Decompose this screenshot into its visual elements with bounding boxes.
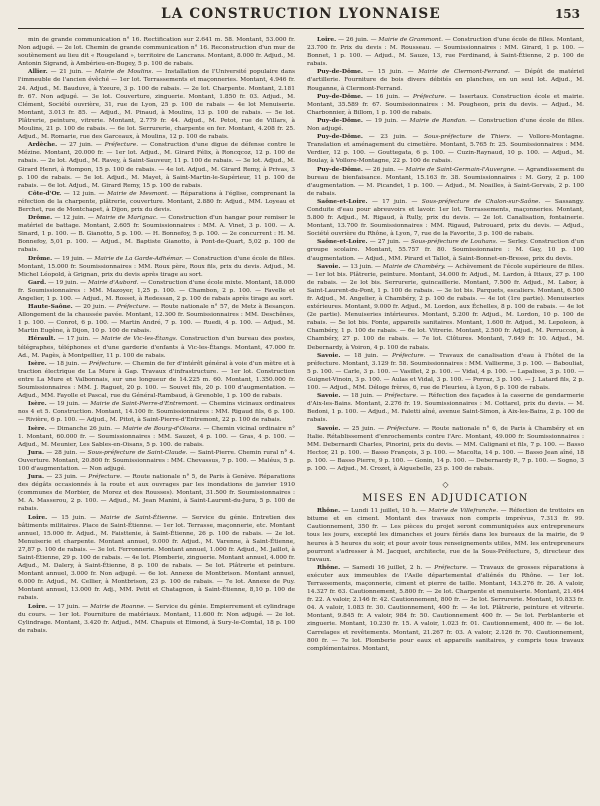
entry-text: — 15 juin. — Mairie de Saint-Étienne. — Service du génie. Entretien des bâtiments militaires. Place de Saint-Étienne. — 1er lot. Terrasse, maçonnerie, etc. Montant annuel, 15.000 fr. Adjud., M. Faisttenie, à Saint-Étienne, 26 p. 100 de rabais. — 2e lot. Menuiserie et charpente. Montant annuel, 9.000 fr. Adjud., M. Varenne, à Saint-Étienne, 27,87 p. 100 de rabais. — 3e lot. Ferronnerie. Montant annuel, 1.000 fr. Adjud., M. Jaillot, à Saint-Étienne, 29 p. 100 de rabais. — 4e lot. Plomberie, zinguerie. Montant annuel, 4.000 fr. Adjud., M. Dalery, à Saint-Étienne, 8 p. 100 de rabais. — 5e lot. Plâtrerie et peinture. Montant annuel, 3.000 fr. Non adjugé. — 6e lot. Annexe de Montbrison. Montant annuel, 6.000 fr. Adjud., M. Cellier, à Montbrison, 23 p. 100 de rabais. — 7e lot. Annexe de Puy. Montant annuel, 13.000 fr. Adj., MM. Petit et Chatagnon, à Saint-Étienne, 8,10 p. 100 de rabais. (18, 514, 295, 602)
entry-department: Rhône. (317, 507, 341, 515)
page-header (18, 6, 584, 29)
entry (307, 507, 584, 564)
entry-text: — 27 juin. — Préfecture. — Construction d'une digue de défense contre le Mézine. Montant, 20.000 fr. — 1er lot. Adjud., M. Girard Félix, à Roncqcoz, 12 p. 100 de rabais. — 2e lot. Adjud., M. Ravey, à Saint-Sauveur, 11 p. 100 de rabais. — 3e lot. Adjud., M. Girard Henri, à Rompon, 15 p. 100 de rabais. — 4e lot. Adjud., M. Girard Remy, à Privas, 3 p. 100 de rabais. — 5e lot. Adjud., M. Mayet, à Saint-Martin-le-Supérieur, 11 p. 100 de rabais. — 6e lot. Adjud., M. Girard Remy, 15 p. 100 de rabais. (18, 142, 295, 189)
entry-department: Hérault. (28, 335, 56, 343)
entry-department: Drôme. (28, 214, 53, 222)
entry-authority: Préfecture. (88, 474, 122, 481)
entry-authority: Mairie de Roanne. (90, 603, 146, 610)
entry-authority: Préfecture. (116, 304, 151, 311)
entry-department: Loire. (317, 36, 337, 43)
entry-authority: Sous-préfecture de Saint-Claude. (87, 449, 188, 456)
entry-department: Savoie. (317, 424, 341, 432)
entry-authority: Mairie de Clermont-Ferrand. (418, 69, 510, 76)
entry-department: Saône-et-Loire. (317, 238, 368, 246)
entry-text: — 27 juin. — Sous-préfecture de Louhans. — Serley. Construction d'un groupe scolaire. Montant, 55.757 fr. 80. Soumissionnaire : M. Gay, 10 p. 100 d'augmentation. — Adjud., MM. Pirard et Tallot, à Saint-Bonnet-en-Bresse, prix du devis. (307, 239, 585, 262)
entry-department: Puy-de-Dôme. (317, 68, 363, 76)
entry-text: — 18 juin. — Préfecture. — Chemin de fer d'intérêt général à voie d'un mètre et à traction électrique de La Mure à Gap. Travaux d'infrastructure. — 1er lot. Construction entre La Mure et Valbonnais, sur une longueur de 14.225 m. 60. Montant, 1.350.000 fr. Soumissionnaires : MM. J. Raguet, 20 p. 100. — Souvet fils, 20 p. 100 d'augmentation. — Adjud., MM. Fayolle et Pascal, rue du Général-Rambaud, à Grenoble, 1 p. 100 de rabais. (18, 360, 296, 400)
entry-department: Savoie. (317, 351, 341, 359)
entry-text: — Dimanche 26 juin. — Mairie de Bourg-d'Oisans. — Chemin vicinal ordinaire n° 1. Montant, 60.000 fr. — Soumissionnaires : MM. Sauzet, 4 p. 100. — Gras, 4 p. 100. — Adjud., M. Meunier, Les Sables-en-Oisans, 5 p. 100. de rabais. (18, 425, 296, 448)
entry (307, 425, 584, 474)
entry (18, 36, 295, 68)
entry (18, 360, 295, 400)
entry (307, 133, 584, 165)
entry (18, 449, 295, 473)
entry-authority: Préfecture. (412, 93, 447, 100)
entry (307, 93, 584, 117)
entry (18, 603, 295, 635)
entry-text: — 28 juin. — Sous-préfecture de Saint-Claude. — Saint-Pierre. Chemin rural n° 4. Ouverture. Montant, 20.800 fr. Soumissionnaires : MM. Chevassus, 7 p. 100. — Maléus, 5 p. 100 d'augmentation. — Non adjugé. (18, 449, 296, 472)
entry-authority: Mairie de Saint-Germain-l'Auvergne. (405, 166, 516, 173)
entry-department: Saône-et-Loire. (317, 197, 368, 205)
entry-department: Rhône. (317, 563, 341, 571)
entry-authority: Mairie de Grammont. (378, 37, 443, 43)
entry-department: Savoie. (317, 262, 341, 270)
entry-department: Puy-de-Dôme. (317, 165, 363, 173)
entry (18, 303, 295, 335)
entry-authority: Mairie de Saint-Étienne. (100, 514, 178, 521)
entry-department: Côte-d'Or. (28, 189, 62, 197)
entry (307, 166, 584, 198)
entry-text: — Lundi 11 juillet, 10 h. — Mairie de Villefranche. — Réfection de trottoirs en bitume et en ciment. Montant des travaux non compris imprévus, 7.313 fr. 99. Cautionnement, 350 fr. — Les pièces du projet seront communiquées aux entrepreneurs tous les jours, excepté les dimanches et jours fériés dans les bureaux de la mairie, de 9 heures à 5 heures du soir, et pour avoir tous renseignements utiles, MM. les entrepreneurs pourront s'adresser à M. Jacquet, architecte, rue de la Sous-Préfecture, 5, directeur des travaux. (307, 508, 584, 563)
entry (18, 279, 295, 303)
entry-text: — 20 juin. — Préfecture. — Route nationale n° 57, de Metz à Besançon. Allongement de la chaussée pavée. Montant, 12.300 fr. Soumissionnaires : MM. Deschênes, 1 p. 100. — Conrot, 6 p. 100. — Martin André, 7 p. 100. — Ruedi, 4 p. 100. — Adjud., M. Martin Eugène, à Dijon, 10 p. 100 de rabais. (18, 304, 296, 335)
entry-authority: Mairie de Marignac. (96, 215, 158, 222)
entry (18, 514, 295, 603)
entry-authority: Mairie de Vic-les-Étangs. (101, 336, 178, 343)
entry (18, 190, 295, 214)
entry (18, 335, 295, 359)
entry-authority: Préfecture. (391, 352, 426, 359)
entry (18, 400, 295, 424)
entry-text: — 18 juin. — Préfecture. — Réfection des façades à la caserne de gendarmerie d'Aix-les-Bains. Montant, 2.276 fr. 19. Soumissionnaires : M. Cottarel, prix du devis. — M. Bedoni, 1 p. 100. — Adjud., M. Faletti aîné, avenue Saint-Simon, à Aix-les-Bains, 2 p. 100 de rabais. (307, 393, 585, 424)
entry-authority: Mairie d'Aubord. (87, 279, 139, 286)
entry-text: — 23 juin. — Préfecture. — Route nationale n° 5, de Paris à Genève. Réparations des dégâts occasionnés à la route et aux ouvrages par les inondations de janvier 1910 (communes de Morbier, de Morez et des Rousses). Montant, 31.500 fr. Soumissionnaires : M. A. Masserou, 2 p. 100. — Adjud., M. Jean Manini, à Saint-Laurent-du-Jura, 5 p. 100 de rabais. (18, 474, 296, 513)
entry-text: — 17 juin. — Mairie de Roanne. — Service du génie. Empierrement et cylindrage du cours. — 1er lot. Fourniture de matériaux. Montant, 11.600 fr. Non adjugé. — 2e lot. Cylindrage. Montant, 3.420 fr. Adjud., MM. Chapuis et Eimond, à Sury-le-Comtal, 18 p. 100 de rabais. (18, 603, 296, 634)
entry (307, 198, 584, 238)
entry (307, 263, 584, 352)
entry-text: — 26 juin. — Mairie de Grammont. — Construction d'une école de filles. Montant, 23.700 fr. Prix du devis : M. Rousseau. — Soumissionnaires : MM. Girard, 1 p. 100. — Bonnet, 1 p. 100. — Adjud., M. Sauze, 13, rue Ferdinand, à Saint-Étienne, 2 p. 100 de rabais. (307, 37, 585, 68)
entry-text: — 12 juin. — Mairie de Mesmont. — Réparations à l'église, comprenant la réfection de la charpente, plâtrerie, couverture. Montant, 2.880 fr. Adjud., MM. Loyeau et Berchet, rue de Montchapet, à Dijon, prix du devis. (18, 190, 295, 213)
entry-text: — 12 juin. — Mairie de Marignac. — Construction d'un hangar pour remiser le matériel de battage. Montant, 2.605 fr. Soumissionnaires : MM. A. Vinet, 3 p. 100. — A. Sinard, 1 p. 100. — B. Gianotto, 5 p. 100. — H. Bonnefoy, 5 p. 100. — 2e concurrent : H. M. Bonnefoy, 5,01 p. 100. — Adjud., M. Baptiste Gianotto, à Pont-de-Quart, 5,02 p. 100 de rabais. (18, 215, 296, 254)
entry-text: — 17 juin. — Mairie de Vic-les-Étangs. Construction d'un bureau des postes, télégraphes, téléphones et d'une garderie d'enfants à Vic-les-Étangs. Montant, 47.000 fr. Ad., M. Pagès, à Montpellier, 11 p. 100 de rabais. (18, 336, 296, 359)
entry-department: Savoie. (317, 392, 341, 400)
entry-department: Jura. (28, 473, 45, 481)
entry-department: Haute-Saône. (28, 303, 73, 311)
entry (307, 68, 584, 92)
entry-department: Ardèche. (28, 141, 58, 149)
entry-authority: Sous-préfecture de Louhans. (410, 239, 498, 246)
entry-department: Puy-de-Dôme. (317, 92, 363, 100)
entry-text: — 25 juin. — Préfecture. — Route nationale n° 6, de Paris à Chambéry et en Italie. Rétablissement d'enrochements contre l'Arc. Montant, 49.000 fr. Soumissionnaires : MM. Debernardi Charles, Pinorini, prix du devis. — MM. Calignani et fils, 7 p. 100. — Basso Hector, 21 p. 100. — Basso François, 3 p. 100. — Macolta, 14 p. 100. — Basso Jean aîné, 18 p. 100. — Basso Pierre, 9 p. 100. — Gonin, 14 p. 100. — Debernardy P., 7 p. 100. — Sogno, 3 p. 100. — Adjud., M. Crozet, à Aiguebelle, 23 p. 100 de rabais. (307, 425, 584, 472)
entry (18, 214, 295, 254)
entry-text: — 13 juin. — Mairie de Chambéry. — Achèvement de l'école supérieure de filles. — 1er lot bis. Plâtrerie, peinture. Montant, 34.000 fr. Adjud., M. Lardon, à Ittaux, 27 p. 100 de rabais. — 2e lot bis. Serrurerie, quincaillerie. Montant, 7.500 fr. Adjud., M. Labor, à Saint-Laurent-du-Pont, 1 p. 100 de rabais. — 3e lot bis. Parquets, escaliers. Montant, 6.500 fr. Adjud., M. Angelier, à Chambéry, 2 p. 100 de rabais. — 4e lot (1re partie). Menuiseries extérieures. Montant, 9.000 fr. Adjud., M. Lordon, aux Échelles, 8 p. 100 de rabais. — 4e lot (2e partie). Menuiseries intérieures. Montant, 5.200 fr. Adjud., M. Lordon, 10 p. 100 de rabais. — 5e lot bis. Fonte, appareils sanitaires. Montant, 1.600 fr. Adjud., M. Lepoleon, à Chambéry, 1 p. 100 de rabais. — 6e lot. Vitrerie. Montant, 2.500 fr. Adjud., M. Perruccon, à Chambéry, 27 p. 100 de rabais. — 7e lot. Clôtures. Montant, 7.649 fr. 10. Adjud., M. Debernardy, à Voiron, 4 p. 100 de rabais. (307, 263, 585, 351)
entry-department: Jura. (28, 448, 45, 456)
entry-authority: Préfecture. (384, 393, 418, 400)
entry-department: Puy-de-Dôme. (317, 116, 363, 124)
entry-department: Loire. (28, 602, 48, 610)
entry-department: Drôme. (28, 254, 53, 262)
entry-department: Allier. (28, 68, 48, 76)
entry-text: — 23 juin. — Sous-préfecture de Thiers. — Vollore-Montagne. Translation et aménagement du cimetière. Montant, 5.765 fr. 25. Soumissionnaires : MM. Verdier, 12 p. 100. — Gouttegata, 6 p. 100. — Cuzin-Raynaud, 10 p. 100. — Adjud., M. Boulay, à Vollore-Montagne, 22 p. 100 de rabais. (307, 134, 584, 165)
entry-text: — 26 juin. — Mairie de Saint-Germain-l'Auvergne. — Agrandissement du bureau de bienfaisance. Montant, 15.163 fr. 38. Soumissionnaires : M. Gory, 2 p. 100 d'augmentation. — M. Picandet, 1 p. 100. — Adjud., M. Noailles, à Saint-Gervais, 2 p. 100 de rabais. (307, 166, 585, 197)
entry-text: — Samedi 16 juillet, 2 h. — Préfecture. — Travaux de grosses réparations à exécuter aux immeubles de l'Asile départemental d'aliénés du Rhône. — 1er lot. Terrassements, maçonnerie, ciment et pierre de taille. Montant, 143.276 fr. 26. A valoir, 14.327 fr. 63. Cautionnement, 5.800 fr. — 2e lot. Charpente et menuiserie. Montant, 21.464 fr. 22. A valoir, 2.146 fr. 42. Cautionnement, 800 fr. — 3e lot. Serrurerie. Montant, 10.833 fr. 04. A valoir, 1.083 fr. 30. Cautionnement, 400 fr. — 4e lot. Plâtrerie, peinture et vitrerie. Montant, 9.845 fr. A valoir, 984 fr. 50. Cautionnement 400 fr. — 5e lot. Ferblanterie et zinguerie. Montant, 10.230 fr. 15. A valoir, 1.023 fr. 01. Cautionnement, 400 fr. — 6e lot. Carrelages et revêtements. Montant, 21.267 fr. 03. A valoir, 2.126 fr. 70. Cautionnement, 800 fr. — 7e lot. Plomberie pour eaux et appareils sanitaires, y compris tous travaux complémentaires. Montant, (307, 564, 584, 652)
entry-text: — 18 juin. — Préfecture. — Travaux de canalisation d'eau à l'hôtel de la préfecture. Montant, 3.129 fr. 58. Soumissionnaires : MM. Vallierme, 3 p. 100. — Babouliat, 5 p. 100. — Carle, 3 p. 100. — Vasillet, 2 p. 100. — Vidal, 4 p. 100. — Lapalisse, 3 p. 100. — Guignet-Vinoin, 3 p. 100. — Aulas et Vidal, 3 p. 100. — Porraz, 3 p. 100. — J. Latard fils, 2 p. 100. — Adjud., MM. Déloge frères, 6, rue de Fleurieu, à Lyon, 6 p. 100 de rabais. (307, 352, 585, 392)
entry (307, 238, 584, 262)
entry-text: — 19 juin. — Mairie de Randan. — Construction d'une école de filles. Non adjugé. (307, 117, 584, 133)
entry-text: — 19 juin. — Mairie d'Aubord. — Construction d'une école mixte. Montant, 18.000 fr. Soumissionnaires : MM. Mazoyer, 1,25 p. 100. — Chambon, 2 p. 100. — Favelle et Angelier, 1 p. 100. — Adjud., M. Rosset, à Redessan, 2 p. 100 de rabais après tirage au sort. (18, 279, 295, 302)
entry-authority: Sous-préfecture de Thiers. (424, 134, 512, 141)
entry (307, 117, 584, 133)
page-number: 153 (554, 7, 580, 21)
journal-title: LA CONSTRUCTION LYONNAISE (161, 6, 441, 22)
entry-department: Isère. (28, 424, 47, 432)
entry-authority: Mairie de La Garde-Adhémar. (94, 255, 184, 262)
entry (18, 141, 295, 190)
entry-text: — 16 juin. — Préfecture. — Issertaux. Construction école et mairie. Montant, 35.589 fr. 67. Soumissionnaires : M. Pougheon, prix du devis. — Adjud., M. Charbonnier, à Billom, 1 p. 100 de rabais. (307, 93, 585, 116)
entry-text: — 21 juin. — Mairie de Moulins. — Installation de l'Université populaire dans l'immeuble de l'ancien évêché — 1er lot. Terrassements et maçonneries. Montant, 4.946 fr. 24. Adjud., M. Bauduve, à Yzeure, 3 p. 100 de rabais. — 2e lot. Charpente. Montant, 2.181 fr. 67. Non adjugé. — 3e lot. Couverture, zinguerie. Montant, 1.850 fr. 03. Adjud., M. Clément, Société ouvrière, 31, rue de Lyon, 25 p. 100 de rabais — 4e lot Menuiserie. Montant, 3.013 fr. 85. — Adjud., M. Pinaud, à Moulins, 13 p. 100 de rabais. — 5e lot. Plâtrerie, peinture, vitrerie. Montant, 2.779 fr. 44. Adjud., M. Petot, rue de Villars, à Moulins, 21 p. 100 de rabais. — 6e lot. Serrurerie, charpente en fer. Montant, 4.208 fr. 25. Adjud., M. Romarie, rue des Garceaux, à Moulins, 12 p. 100 de rabais. (18, 69, 296, 141)
entry-authority: Mairie de Villefranche. (428, 508, 499, 515)
entry-department: Isère. (28, 400, 47, 408)
section-title: MISES EN ADJUDICATION (362, 493, 529, 505)
entry-text: — 17 juin. — Sous-préfecture de Chalon-sur-Saône. — Sassangy. Conduite d'eau pour abreuvoirs et lavoir. 1er lot. Terrassements, maçonneries. Montant, 5.800 fr. Adjud., M. Rigaud, à Rully, prix du devis. — 2e lot. Canalisation, fontainerie. Montant, 13.700 fr. Soumissionnaires : MM. Rigaud, Patrouard, prix du devis. — Adjud., Société ouvrière du Rhône, à Lyon, 7, rue de la Favorite, 3 p. 100 de rabais. (307, 198, 585, 238)
entry-department: Isère. (28, 359, 47, 367)
tenders-list (307, 507, 584, 653)
entry-department: Gard. (28, 278, 47, 286)
results-list (307, 36, 584, 473)
entry (307, 352, 584, 392)
entry-text: — 19 juin. — Mairie de Saint-Pierre-d'Entremont. — Chemins vicinaux ordinaires nos 4 et 5. Construction. Montant, 14.100 fr. Soumissionnaires : MM. Rigaud fils, 6 p. 100. — Rivière, 6 p. 100. — Adjud., M. Pitot, à Saint-Pierre-d'Entremont, 22 p. 100 de rabais. (18, 401, 296, 424)
entry (307, 36, 584, 68)
entry-authority: Préfecture. (104, 142, 139, 149)
entry-authority: Préfecture. (386, 425, 421, 432)
entry-authority: Préfecture. (89, 360, 123, 367)
entry (18, 255, 295, 279)
entry-authority: Préfecture. (434, 564, 468, 571)
entry-authority: Mairie de Saint-Pierre-d'Entremont. (90, 401, 199, 408)
columns (18, 36, 584, 653)
left-column (18, 36, 295, 653)
entry (307, 392, 584, 424)
right-column (307, 36, 584, 653)
entry-text: — 15 juin. — Mairie de Clermont-Ferrand. — Dépôt de matériel d'artillerie. Fourniture de bois divers débités en planches, en un seul lot. Adjud., M. Rouganne, à Clermont-Ferrand. (307, 69, 584, 92)
entry (18, 68, 295, 141)
entry-authority: Mairie de Bourg-d'Oisans. (122, 425, 202, 432)
entry (307, 564, 584, 653)
entry-authority: Mairie de Randan. (409, 117, 467, 124)
entry-department: Loire. (28, 513, 48, 521)
entry-department: Puy-de-Dôme. (317, 133, 363, 141)
entry-authority: Mairie de Mesmont. (107, 190, 170, 197)
section-separator: ◇ (442, 480, 449, 490)
entry-text: min de grande communication n° 16. Rectification sur 2.641 m. 58. Montant, 53.000 fr. Non adjugé. — 2e lot. Chemin de grande communication n° 16. Reconstruction d'un mur de soutènement au lieu dit « Rougeland », territoire de Lancrans. Montant, 8.000 fr. Adjud., M. Antonin Sigrand, à Ambérieu-en-Bugey, 5 p. 100 de rabais. (18, 37, 295, 68)
entry-authority: Sous-préfecture de Chalon-sur-Saône. (421, 198, 541, 205)
entry (18, 425, 295, 449)
entry (18, 473, 295, 513)
entry-authority: Mairie de Moulins. (94, 69, 154, 76)
entry-text: — 19 juin. — Mairie de La Garde-Adhémar. — Construction d'une école de filles. Montant, 15.000 fr. Soumissionnaires : MM. Roux père, Roux fils, prix du devis. Adjud., M. Michel Léopold, à Grignan, prix du devis après tirage au sort. (18, 255, 296, 278)
entry-authority: Mairie de Chambéry. (382, 263, 446, 270)
